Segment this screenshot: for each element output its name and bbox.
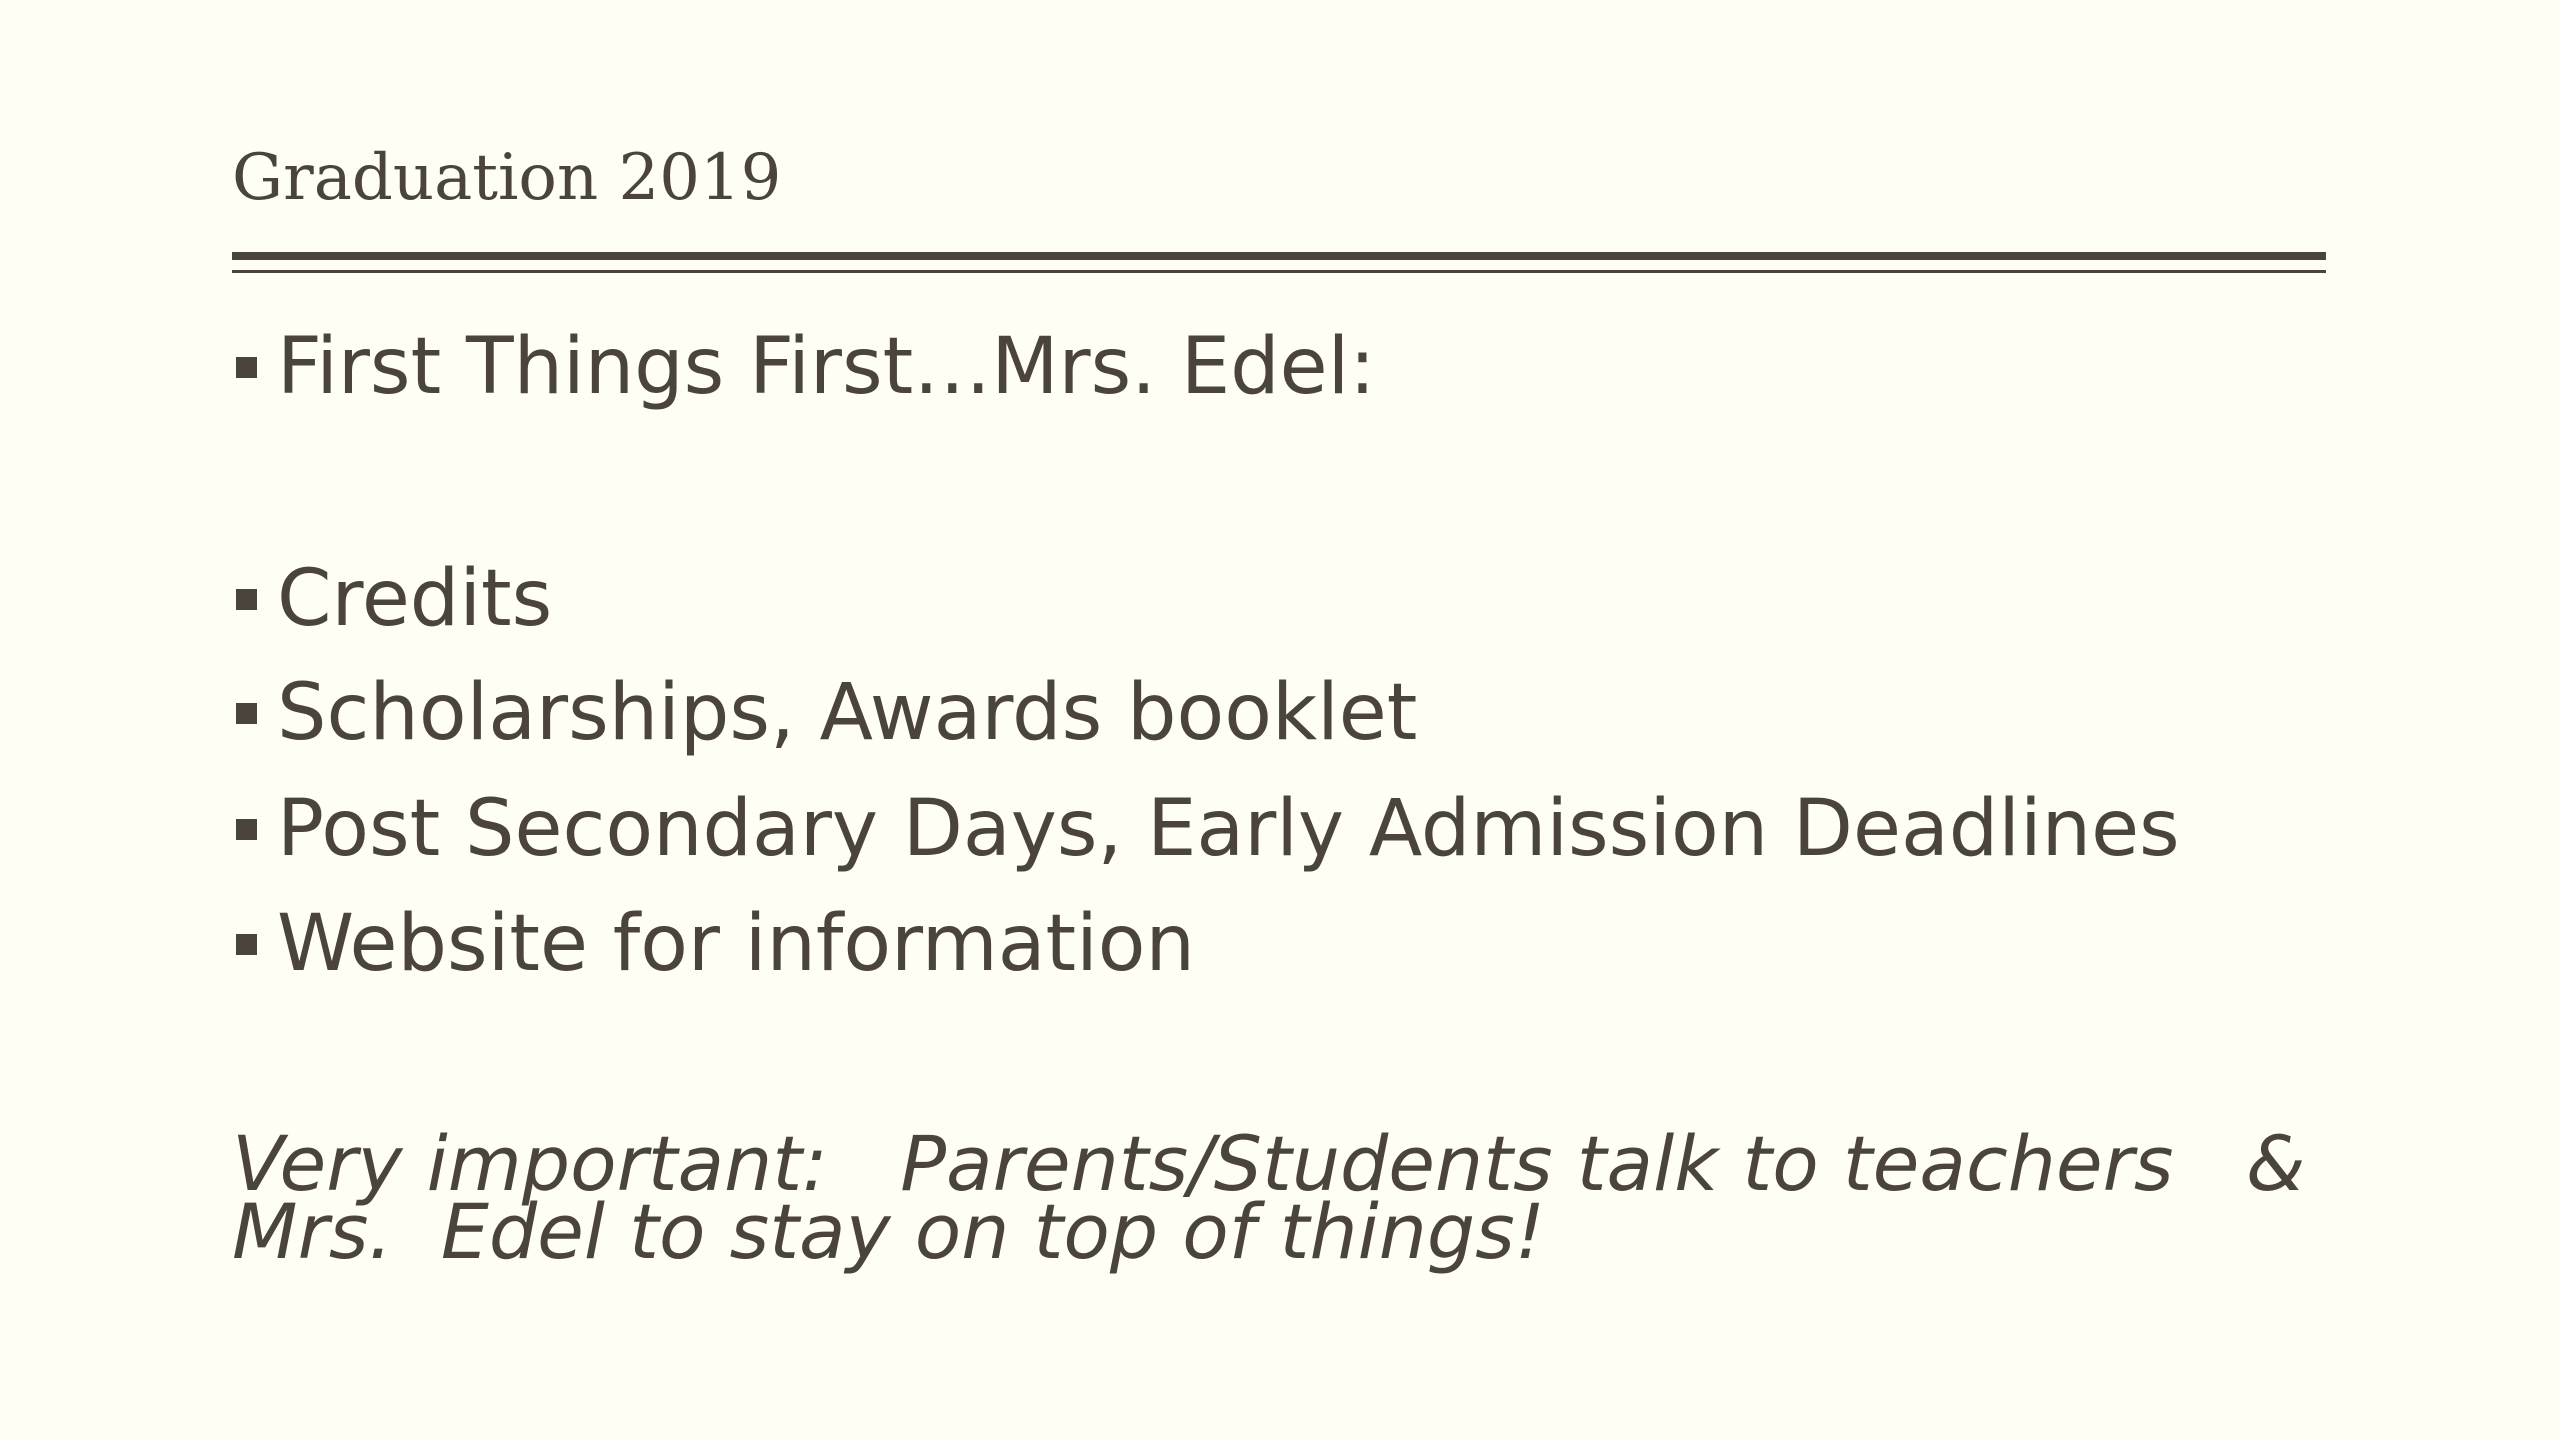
note-line-2: Mrs. Edel to stay on top of things! (232, 1187, 1546, 1276)
bullet-item (236, 899, 1195, 989)
square-bullet-icon (236, 934, 257, 955)
bullet-text: First Things First…Mrs. Edel: (277, 322, 1376, 412)
bullet-item (236, 668, 1418, 758)
slide-title: Graduation 2019 (232, 141, 782, 215)
bullet-item (236, 784, 2180, 874)
bullet-text: Scholarships, Awards booklet (277, 668, 1418, 758)
bullet-text: Website for information (277, 899, 1195, 989)
bullet-item (236, 322, 1376, 412)
bullet-text: Post Secondary Days, Early Admission Deadlines (277, 784, 2180, 874)
bullet-item (236, 554, 553, 644)
note-line-1: Very important: Parents/Students talk to teachers & (232, 1119, 2306, 1208)
title-divider-thin (232, 270, 2326, 273)
square-bullet-icon (236, 703, 257, 724)
square-bullet-icon (236, 819, 257, 840)
square-bullet-icon (236, 357, 257, 378)
bullet-text: Credits (277, 554, 553, 644)
square-bullet-icon (236, 589, 257, 610)
important-note (232, 1119, 2332, 1276)
title-divider-thick (232, 252, 2326, 260)
